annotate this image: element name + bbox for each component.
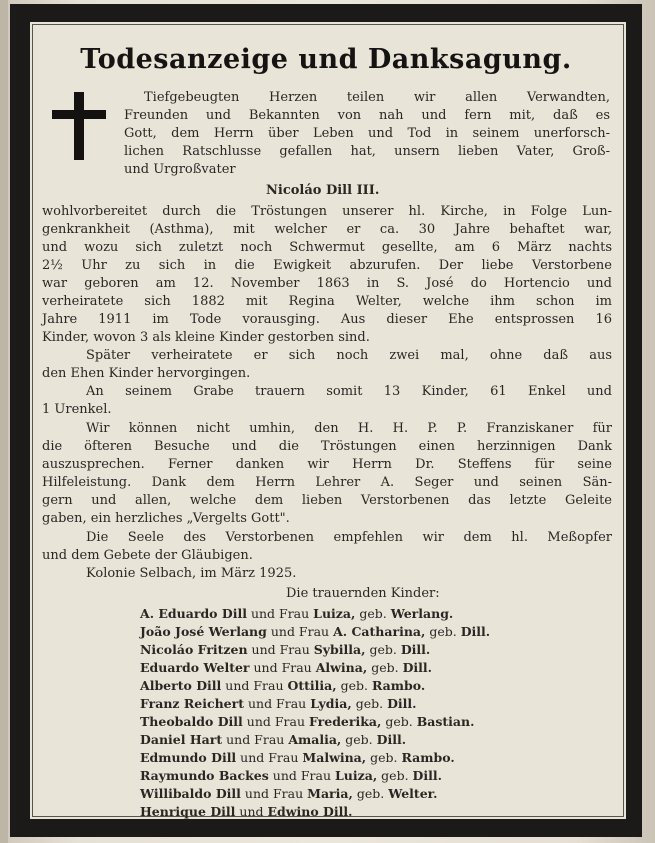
adjacent-column-strip: [0, 0, 8, 843]
body-line: und wozu sich zuletzt noch Schwermut gesellte, am 6 März nachts: [42, 240, 612, 255]
list-item: Willibaldo Dill und Frau Maria, geb. Welter.: [140, 786, 438, 801]
body-line: die öfteren Besuche und die Tröstungen einen herzinnigen Dank: [42, 439, 612, 454]
intro-line: Gott, dem Herrn über Leben und Tod in seinem unerforsch-: [124, 126, 610, 141]
body-line: gaben, ein herzliches „Vergelts Gott".: [42, 511, 290, 526]
list-item: A. Eduardo Dill und Frau Luiza, geb. Werlang.: [140, 606, 454, 621]
list-item: João José Werlang und Frau A. Catharina, geb. Dill.: [140, 624, 491, 639]
body-line: Kinder, wovon 3 als kleine Kinder gestorben sind.: [42, 330, 370, 345]
list-item: Theobaldo Dill und Frau Frederika, geb. Bastian.: [140, 714, 475, 729]
body-line: Jahre 1911 im Tode vorausging. Aus dieser Ehe entsprossen 16: [42, 312, 612, 327]
body-line: genkrankheit (Asthma), mit welcher er ca. 30 Jahre behaftet war,: [42, 222, 612, 237]
list-item: Daniel Hart und Frau Amalia, geb. Dill.: [140, 732, 407, 747]
body-line: und dem Gebete der Gläubigen.: [42, 548, 253, 563]
body-line: Hilfeleistung. Dank dem Herrn Lehrer A. Seger und seinen Sän-: [42, 475, 612, 490]
body-line: Die Seele des Verstorbenen empfehlen wir dem hl. Meßopfer: [86, 530, 612, 545]
intro-line: und Urgroßvater: [124, 162, 236, 177]
list-item: Raymundo Backes und Frau Luiza, geb. Dill.: [140, 768, 442, 783]
list-item: Nicoláo Fritzen und Frau Sybilla, geb. Dill.: [140, 642, 431, 657]
intro-line: Freunden und Bekannten von nah und fern mit, daß es: [124, 108, 610, 123]
list-item: Henrique Dill und Edwino Dill.: [140, 804, 353, 819]
body-line: gern und allen, welche dem lieben Verstorbenen das letzte Geleite: [42, 493, 612, 508]
list-item: Eduardo Welter und Frau Alwina, geb. Dill.: [140, 660, 432, 675]
body-line: auszusprechen. Ferner danken wir Herrn Dr. Steffens für seine: [42, 457, 612, 472]
place-date-line: Kolonie Selbach, im März 1925.: [86, 566, 297, 581]
body-line: verheiratete sich 1882 mit Regina Welter, welche ihm schon im: [42, 294, 612, 309]
notice-content: [36, 36, 616, 819]
deceased-name: Nicoláo Dill III.: [266, 183, 380, 198]
body-line: den Ehen Kinder hervorgingen.: [42, 366, 251, 381]
body-line: 2½ Uhr zu sich in die Ewigkeit abzurufen. Der liebe Verstorbene: [42, 258, 612, 273]
list-item: Edmundo Dill und Frau Malwina, geb. Rambo.: [140, 750, 455, 765]
intro-line: lichen Ratschlusse gefallen hat, unsern lieben Vater, Groß-: [124, 144, 610, 159]
body-line: wohlvorbereitet durch die Tröstungen unserer hl. Kirche, in Folge Lun-: [42, 204, 612, 219]
body-line: An seinem Grabe trauern somit 13 Kinder, 61 Enkel und: [86, 384, 612, 399]
body-line: Später verheiratete er sich noch zwei mal, ohne daß aus: [86, 348, 612, 363]
list-item: Alberto Dill und Frau Ottilia, geb. Rambo.: [140, 678, 426, 693]
list-item: Franz Reichert und Frau Lydia, geb. Dill.: [140, 696, 417, 711]
children-heading: Die trauernden Kinder:: [286, 586, 440, 601]
body-line: war geboren am 12. November 1863 in S. José do Hortencio und: [42, 276, 612, 291]
notice-title: Todesanzeige und Danksagung.: [80, 44, 572, 75]
body-line: Wir können nicht umhin, den H. H. P. P. Franziskaner für: [86, 421, 612, 436]
body-line: 1 Urenkel.: [42, 402, 112, 417]
intro-line: Tiefgebeugten Herzen teilen wir allen Verwandten,: [144, 90, 610, 105]
cross-icon: [52, 92, 106, 160]
